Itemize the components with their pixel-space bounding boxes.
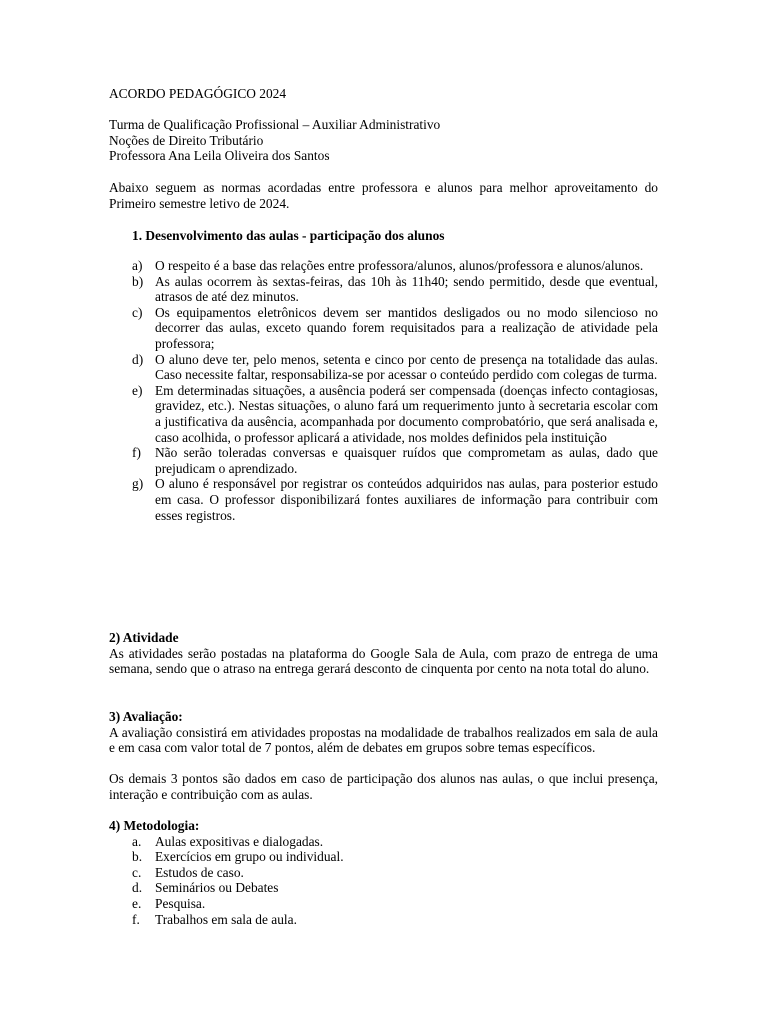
list-item — [109, 383, 658, 445]
list-marker: c. — [132, 864, 142, 880]
list-item — [109, 849, 658, 865]
section4-heading: 4) Metodologia: — [109, 818, 200, 833]
section3-paragraph-2: Os demais 3 pontos são dados em caso de participação dos alunos nas aulas, o que inclui presença, interação e contribuição com as aulas. — [109, 771, 658, 802]
teacher-line: Professora Ana Leila Oliveira dos Santos — [109, 148, 330, 164]
list-marker: b) — [132, 273, 144, 289]
subject-line: Noções de Direito Tributário — [109, 132, 264, 148]
section2-heading: 2) Atividade — [109, 630, 179, 645]
section1-list-wrap — [109, 258, 658, 523]
list-item-text: Aulas expositivas e dialogadas. — [155, 833, 324, 849]
list-item — [109, 880, 658, 896]
list-item-text: O aluno deve ter, pelo menos, setenta e cinco por cento de presença na totalidade das aulas. Caso necessite faltar, responsabiliza-se por acessar o conteúdo perdido com colegas de turma. — [155, 351, 658, 383]
list-item — [109, 274, 658, 305]
list-item-text: Não serão toleradas conversas e quaisquer ruídos que comprometam as aulas, dado que prejudicam o aprendizado. — [155, 445, 658, 476]
list-item-text: Pesquisa. — [155, 895, 206, 911]
list-item — [109, 305, 658, 352]
list-item — [109, 352, 658, 383]
list-marker: a) — [132, 258, 143, 273]
list-item — [109, 865, 658, 881]
section3-paragraph-1: A avaliação consistirá em atividades propostas na modalidade de trabalhos realizados em sala de aula e em casa com valor total de 7 pontos, além de debates em grupos sobre temas específicos. — [109, 724, 658, 756]
list-item-text: As aulas ocorrem às sextas-feiras, das 10h às 11h40; sendo permitido, desde que eventual, atrasos de até dez minutos. — [155, 273, 658, 305]
title-text: ACORDO PEDAGÓGICO 2024 — [109, 86, 287, 101]
list-item — [109, 258, 658, 274]
list-item-text: O aluno é responsável por registrar os conteúdos adquiridos nas aulas, para posterior estudo em casa. O professor disponibilizará fontes auxiliares de informação para contribuir com esses registros. — [155, 476, 658, 523]
list-item-text: Trabalhos em sala de aula. — [155, 911, 297, 927]
list-marker: e. — [132, 895, 142, 911]
list-marker: f) — [132, 445, 141, 461]
list-marker: c) — [132, 304, 143, 320]
list-item-text: Estudos de caso. — [155, 864, 244, 880]
section1-list — [109, 258, 658, 523]
list-marker: e) — [132, 382, 143, 398]
section4-list-wrap — [109, 834, 658, 928]
list-item — [109, 912, 658, 928]
list-marker: d) — [132, 351, 144, 367]
intro-paragraph: Abaixo seguem as normas acordadas entre professora e alunos para melhor aproveitamento do Primeiro semestre letivo de 2024. — [109, 180, 658, 211]
document-header — [109, 117, 658, 164]
list-item-text: Os equipamentos eletrônicos devem ser mantidos desligados ou no modo silencioso no decorrer das aulas, exceto quando forem requisitados para a realização de atividade pela professora; — [155, 304, 658, 351]
list-marker: d. — [132, 880, 143, 896]
document-title — [109, 86, 658, 102]
list-marker: g) — [132, 476, 144, 492]
list-marker: f. — [132, 911, 140, 927]
list-marker: b. — [132, 849, 143, 865]
list-item-text: Exercícios em grupo ou individual. — [155, 849, 344, 865]
section1-heading: 1. Desenvolvimento das aulas - participação dos alunos — [132, 228, 445, 243]
list-marker: a. — [132, 833, 142, 849]
list-item — [109, 896, 658, 912]
list-item-text: O respeito é a base das relações entre professora/alunos, alunos/professora e alunos/alunos. — [155, 258, 644, 273]
section3-heading: 3) Avaliação: — [109, 709, 183, 724]
list-item-text: Seminários ou Debates — [155, 880, 279, 896]
section2-paragraph: As atividades serão postadas na plataforma do Google Sala de Aula, com prazo de entrega de uma semana, sendo que o atraso na entrega gerará desconto de cinquenta por cento na nota total do aluno. — [109, 645, 658, 677]
course-line: Turma de Qualificação Profissional – Auxiliar Administrativo — [109, 117, 441, 132]
list-item — [109, 445, 658, 476]
list-item — [109, 834, 658, 850]
list-item — [109, 476, 658, 523]
list-item-text: Em determinadas situações, a ausência poderá ser compensada (doenças infecto contagiosas, gravidez, etc.). Nestas situações, o aluno fará um requerimento junto à secretaria escolar com a justificativa da ausência, acompanhada por documento comprobatório, que será analisada e, caso acolhida, o professor aplicará a atividade, nos moldes definidos pela instituição — [155, 382, 658, 445]
section4-list — [109, 834, 658, 928]
